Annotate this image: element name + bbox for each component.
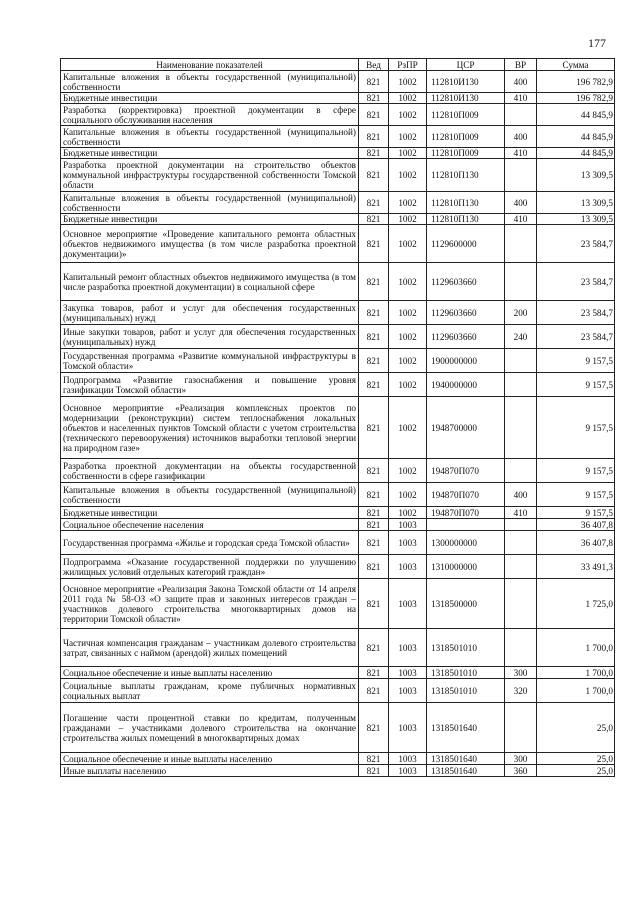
ved-cell: 821 [359, 325, 389, 349]
sum-cell: 23 584,7 [537, 225, 615, 263]
ved-cell: 821 [359, 192, 389, 214]
ved-cell: 821 [359, 579, 389, 629]
table-row [61, 679, 615, 703]
name-cell: Погашение части процентной ставки по кредитам, полученным гражданами – участниками долевого строительства на окончание строительства жилых помещений в многоквартирных домах [61, 703, 359, 753]
table-row [61, 148, 615, 159]
name-cell: Подпрограмма «Развитие газоснабжения и повышение уровня газификации Томской области» [61, 373, 359, 397]
csr-cell: 1129600000 [427, 225, 505, 263]
vr-cell [505, 555, 537, 579]
table-row [61, 159, 615, 192]
sum-cell: 1 725,0 [537, 579, 615, 629]
sum-cell: 36 407,8 [537, 531, 615, 555]
sum-cell: 1 700,0 [537, 667, 615, 679]
vr-cell [505, 629, 537, 667]
rzpr-cell: 1002 [389, 397, 427, 459]
name-cell: Основное мероприятие «Реализация комплексных проектов по модернизации (реконструкции) систем теплоснабжения локальных объектов и населенных пунктов Томской области с учетом строительства (технического перевооружения) источников выработки тепловой энергии на природном газе» [61, 397, 359, 459]
name-cell: Государственная программа «Развитие коммунальной инфраструктуры в Томской области» [61, 349, 359, 373]
vr-cell [505, 459, 537, 483]
name-cell: Основное мероприятие «Проведение капитального ремонта областных объектов недвижимого имущества (в том числе разработка проектной документации)» [61, 225, 359, 263]
rzpr-cell: 1002 [389, 459, 427, 483]
rzpr-cell: 1002 [389, 126, 427, 148]
name-cell: Иные выплаты населению [61, 765, 359, 777]
table-row [61, 667, 615, 679]
table-row [61, 397, 615, 459]
sum-cell: 13 309,5 [537, 214, 615, 225]
csr-cell: 1318501640 [427, 765, 505, 777]
vr-cell: 410 [505, 507, 537, 519]
table-row [61, 349, 615, 373]
vr-cell [505, 159, 537, 192]
table-row [61, 301, 615, 325]
name-cell: Социальное обеспечение и иные выплаты населению [61, 667, 359, 679]
csr-cell: 112810П130 [427, 214, 505, 225]
rzpr-cell: 1003 [389, 667, 427, 679]
sum-cell: 9 157,5 [537, 397, 615, 459]
ved-cell: 821 [359, 373, 389, 397]
ved-cell: 821 [359, 104, 389, 126]
table-row [61, 753, 615, 765]
rzpr-cell: 1003 [389, 765, 427, 777]
ved-cell: 821 [359, 349, 389, 373]
sum-cell: 36 407,8 [537, 519, 615, 531]
sum-cell: 44 845,9 [537, 126, 615, 148]
table-row [61, 531, 615, 555]
csr-cell: 112810П130 [427, 192, 505, 214]
table-row [61, 373, 615, 397]
sum-cell: 13 309,5 [537, 192, 615, 214]
sum-cell: 23 584,7 [537, 301, 615, 325]
rzpr-cell: 1002 [389, 325, 427, 349]
table-header-row [61, 59, 615, 71]
csr-cell: 1318501640 [427, 703, 505, 753]
sum-cell: 25,0 [537, 753, 615, 765]
name-cell: Бюджетные инвестиции [61, 214, 359, 225]
csr-cell: 1318501010 [427, 667, 505, 679]
rzpr-cell: 1002 [389, 301, 427, 325]
rzpr-cell: 1002 [389, 71, 427, 93]
rzpr-cell: 1002 [389, 93, 427, 104]
ved-cell: 821 [359, 397, 389, 459]
table-row [61, 214, 615, 225]
sum-cell: 196 782,9 [537, 93, 615, 104]
table-row [61, 104, 615, 126]
vr-cell: 400 [505, 192, 537, 214]
vr-cell [505, 519, 537, 531]
sum-cell: 9 157,5 [537, 483, 615, 507]
sum-cell: 9 157,5 [537, 349, 615, 373]
ved-cell: 821 [359, 126, 389, 148]
name-cell: Закупка товаров, работ и услуг для обеспечения государственных (муниципальных) нужд [61, 301, 359, 325]
rzpr-cell: 1003 [389, 519, 427, 531]
csr-cell: 1310000000 [427, 555, 505, 579]
vr-cell: 320 [505, 679, 537, 703]
name-cell: Социальное обеспечение и иные выплаты населению [61, 753, 359, 765]
rzpr-cell: 1002 [389, 483, 427, 507]
sum-cell: 196 782,9 [537, 71, 615, 93]
csr-cell: 194870П070 [427, 459, 505, 483]
table-row [61, 507, 615, 519]
ved-cell: 821 [359, 225, 389, 263]
csr-cell: 1300000000 [427, 531, 505, 555]
ved-cell: 821 [359, 214, 389, 225]
budget-table [60, 58, 615, 777]
vr-cell [505, 579, 537, 629]
table-row [61, 519, 615, 531]
name-cell: Капитальные вложения в объекты государственной (муниципальной) собственности [61, 71, 359, 93]
vr-cell: 300 [505, 667, 537, 679]
rzpr-cell: 1003 [389, 703, 427, 753]
header-rzpr: РзПР [389, 59, 427, 71]
table-row [61, 93, 615, 104]
table-row [61, 579, 615, 629]
vr-cell: 410 [505, 214, 537, 225]
sum-cell: 1 700,0 [537, 679, 615, 703]
table-row [61, 459, 615, 483]
name-cell: Разработка проектной документации на строительство объектов коммунальной инфраструктуры государственной собственности Томской области [61, 159, 359, 192]
ved-cell: 821 [359, 301, 389, 325]
rzpr-cell: 1003 [389, 753, 427, 765]
ved-cell: 821 [359, 753, 389, 765]
sum-cell: 1 700,0 [537, 629, 615, 667]
csr-cell: 1318501010 [427, 679, 505, 703]
sum-cell: 23 584,7 [537, 325, 615, 349]
rzpr-cell: 1002 [389, 373, 427, 397]
vr-cell: 400 [505, 483, 537, 507]
rzpr-cell: 1002 [389, 507, 427, 519]
name-cell: Иные закупки товаров, работ и услуг для обеспечения государственных (муниципальных) нужд [61, 325, 359, 349]
sum-cell: 23 584,7 [537, 263, 615, 301]
csr-cell: 1900000000 [427, 349, 505, 373]
csr-cell: 194870П070 [427, 507, 505, 519]
ved-cell: 821 [359, 629, 389, 667]
name-cell: Основное мероприятие «Реализация Закона Томской области от 14 апреля 2011 года № 58-ОЗ «О защите прав и законных интересов граждан – участников долевого строительства многоквартирных домов на территории Томской области» [61, 579, 359, 629]
vr-cell: 400 [505, 126, 537, 148]
vr-cell [505, 225, 537, 263]
name-cell: Капитальные вложения в объекты государственной (муниципальной) собственности [61, 483, 359, 507]
vr-cell [505, 349, 537, 373]
page-number: 177 [588, 36, 606, 50]
csr-cell: 1129603660 [427, 325, 505, 349]
csr-cell: 194870П070 [427, 483, 505, 507]
header-sum: Сумма [537, 59, 615, 71]
ved-cell: 821 [359, 765, 389, 777]
name-cell: Бюджетные инвестиции [61, 93, 359, 104]
name-cell: Социальное обеспечение населения [61, 519, 359, 531]
sum-cell: 9 157,5 [537, 373, 615, 397]
vr-cell [505, 531, 537, 555]
vr-cell [505, 397, 537, 459]
name-cell: Разработка (корректировка) проектной документации в сфере социального обслуживания населения [61, 104, 359, 126]
sum-cell: 25,0 [537, 703, 615, 753]
ved-cell: 821 [359, 555, 389, 579]
rzpr-cell: 1002 [389, 349, 427, 373]
header-vr: ВР [505, 59, 537, 71]
rzpr-cell: 1002 [389, 104, 427, 126]
table-row [61, 225, 615, 263]
csr-cell: 1948700000 [427, 397, 505, 459]
vr-cell [505, 373, 537, 397]
ved-cell: 821 [359, 531, 389, 555]
rzpr-cell: 1003 [389, 679, 427, 703]
sum-cell: 9 157,5 [537, 459, 615, 483]
ved-cell: 821 [359, 507, 389, 519]
ved-cell: 821 [359, 148, 389, 159]
sum-cell: 25,0 [537, 765, 615, 777]
rzpr-cell: 1003 [389, 555, 427, 579]
csr-cell: 1129603660 [427, 301, 505, 325]
name-cell: Капитальные вложения в объекты государственной (муниципальной) собственности [61, 126, 359, 148]
csr-cell: 112810И130 [427, 93, 505, 104]
csr-cell: 1318501010 [427, 629, 505, 667]
ved-cell: 821 [359, 263, 389, 301]
table-row [61, 483, 615, 507]
csr-cell: 112810П009 [427, 126, 505, 148]
table-row [61, 629, 615, 667]
vr-cell [505, 703, 537, 753]
sum-cell: 44 845,9 [537, 104, 615, 126]
ved-cell: 821 [359, 667, 389, 679]
vr-cell: 410 [505, 93, 537, 104]
table-row [61, 555, 615, 579]
table-row [61, 192, 615, 214]
rzpr-cell: 1003 [389, 579, 427, 629]
csr-cell: 112810П009 [427, 104, 505, 126]
ved-cell: 821 [359, 703, 389, 753]
name-cell: Частичная компенсация гражданам – участникам долевого строительства затрат, связанных с наймом (арендой) жилых помещений [61, 629, 359, 667]
rzpr-cell: 1002 [389, 148, 427, 159]
name-cell: Социальные выплаты гражданам, кроме публичных нормативных социальных выплат [61, 679, 359, 703]
ved-cell: 821 [359, 459, 389, 483]
sum-cell: 13 309,5 [537, 159, 615, 192]
rzpr-cell: 1002 [389, 192, 427, 214]
csr-cell: 112810П130 [427, 159, 505, 192]
table-row [61, 126, 615, 148]
rzpr-cell: 1002 [389, 263, 427, 301]
ved-cell: 821 [359, 483, 389, 507]
name-cell: Капитальные вложения в объекты государственной (муниципальной) собственности [61, 192, 359, 214]
table-body [61, 71, 615, 777]
ved-cell: 821 [359, 93, 389, 104]
vr-cell: 410 [505, 148, 537, 159]
vr-cell: 200 [505, 301, 537, 325]
vr-cell [505, 263, 537, 301]
vr-cell: 360 [505, 765, 537, 777]
ved-cell: 821 [359, 159, 389, 192]
header-csr: ЦСР [427, 59, 505, 71]
name-cell: Бюджетные инвестиции [61, 148, 359, 159]
vr-cell: 400 [505, 71, 537, 93]
name-cell: Капитальный ремонт областных объектов недвижимого имущества (в том числе разработка проектной документации) в социальной сфере [61, 263, 359, 301]
sum-cell: 33 491,3 [537, 555, 615, 579]
csr-cell: 1318501640 [427, 753, 505, 765]
table-row [61, 703, 615, 753]
vr-cell: 300 [505, 753, 537, 765]
table-row [61, 263, 615, 301]
name-cell: Разработка проектной документации на объекты государственной собственности в сфере газификации [61, 459, 359, 483]
rzpr-cell: 1003 [389, 629, 427, 667]
csr-cell: 112810П009 [427, 148, 505, 159]
csr-cell [427, 519, 505, 531]
ved-cell: 821 [359, 71, 389, 93]
sum-cell: 9 157,5 [537, 507, 615, 519]
csr-cell: 112810И130 [427, 71, 505, 93]
sum-cell: 44 845,9 [537, 148, 615, 159]
csr-cell: 1940000000 [427, 373, 505, 397]
ved-cell: 821 [359, 679, 389, 703]
rzpr-cell: 1002 [389, 159, 427, 192]
header-ved: Вед [359, 59, 389, 71]
rzpr-cell: 1003 [389, 531, 427, 555]
vr-cell: 240 [505, 325, 537, 349]
rzpr-cell: 1002 [389, 225, 427, 263]
table-row [61, 71, 615, 93]
table-row [61, 325, 615, 349]
vr-cell [505, 104, 537, 126]
name-cell: Подпрограмма «Оказание государственной поддержки по улучшению жилищных условий отдельных категорий граждан» [61, 555, 359, 579]
name-cell: Государственная программа «Жилье и городская среда Томской области» [61, 531, 359, 555]
rzpr-cell: 1002 [389, 214, 427, 225]
name-cell: Бюджетные инвестиции [61, 507, 359, 519]
table-row [61, 765, 615, 777]
csr-cell: 1129603660 [427, 263, 505, 301]
csr-cell: 1318500000 [427, 579, 505, 629]
ved-cell: 821 [359, 519, 389, 531]
header-name: Наименование показателей [61, 59, 359, 71]
